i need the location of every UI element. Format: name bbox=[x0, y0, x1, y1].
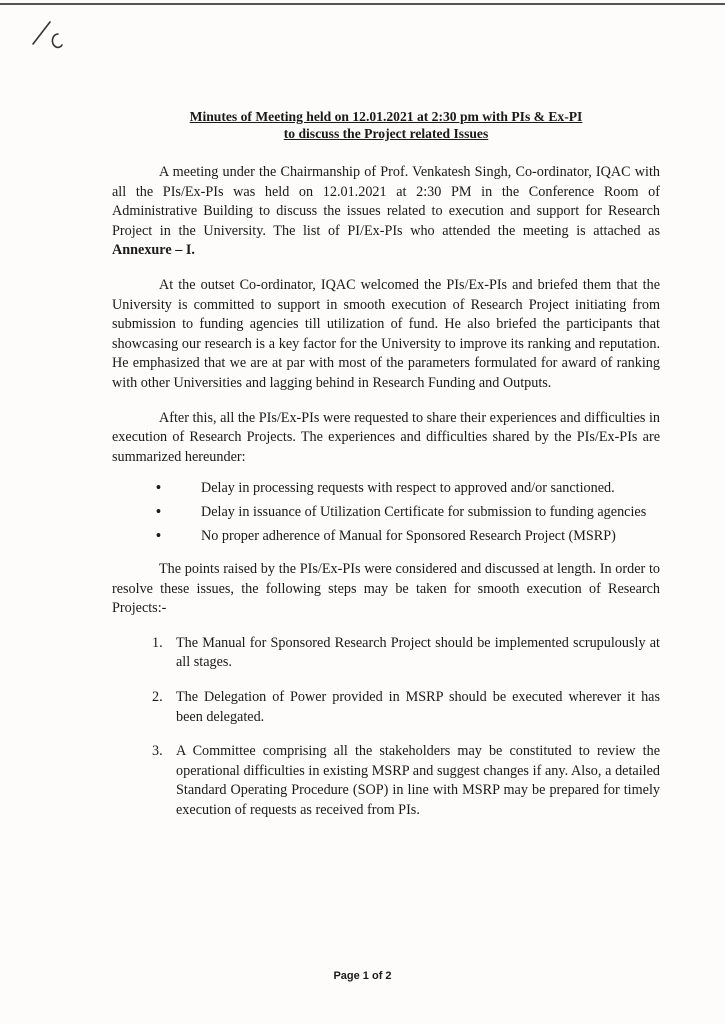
list-item bbox=[112, 634, 660, 673]
paragraph-1 bbox=[112, 163, 660, 261]
step-text: The Manual for Sponsored Research Project should be implemented scrupulously at all stages. bbox=[176, 634, 660, 671]
top-border-line bbox=[0, 3, 725, 5]
bullet-mark: • bbox=[156, 503, 161, 520]
paragraph-4: The points raised by the PIs/Ex-PIs were considered and discussed at length. In order to resolve these issues, the following steps may be taken for smooth execution of Research Projects:- bbox=[112, 561, 660, 617]
step-text: The Delegation of Power provided in MSRP should be executed wherever it has been delegated. bbox=[176, 689, 660, 725]
bullet-mark: • bbox=[156, 527, 161, 544]
step-text: A Committee comprising all the stakeholders may be constituted to review the operational difficulties in existing MSRP and suggest changes if any. Also, a detailed Standard Operating Procedure (SOP) in line with MSRP may be prepared for timely execution of requests as received from PIs. bbox=[176, 743, 660, 819]
list-item bbox=[112, 479, 660, 499]
paragraph-2: At the outset Co-ordinator, IQAC welcomed the PIs/Ex-PIs and briefed them that the University is committed to support in smooth execution of Research Project initiating from submission to funding agencies till utilization of fund. He also briefed the participants that showcasing our research is a key factor for the University to improve its ranking and reputation. He emphasized that we are at par with most of the parameters formulated for award of ranking with other Universities and lagging behind in Research Funding and Outputs. bbox=[112, 276, 660, 391]
step-number: 1. bbox=[152, 634, 163, 651]
handwritten-mark-icon bbox=[28, 14, 68, 54]
paragraph-3: After this, all the PIs/Ex-PIs were requested to share their experiences and difficulties in execution of Research Projects. The experiences and difficulties shared by the PIs/Ex-PIs are summarized hereunder: bbox=[112, 409, 660, 465]
document-body bbox=[112, 108, 660, 836]
page-number-text: Page 1 of 2 bbox=[333, 970, 392, 982]
step-number: 3. bbox=[152, 743, 163, 760]
difficulties-list bbox=[112, 479, 660, 546]
list-item bbox=[112, 527, 660, 547]
annexure-reference: Annexure – I. bbox=[112, 242, 195, 259]
step-number: 2. bbox=[152, 689, 163, 706]
list-item-text: Delay in processing requests with respect to approved and/or sanctioned. bbox=[201, 480, 615, 497]
list-item bbox=[112, 503, 660, 523]
title-line-2: to discuss the Project related Issues bbox=[283, 126, 489, 141]
paragraph-1-text: A meeting under the Chairmanship of Prof. Venkatesh Singh, Co-ordinator, IQAC with all the PIs/Ex-PIs was held on 12.01.2021 at 2:30 PM in the Conference Room of Administrative Building to discuss the issues related to execution and support for Research Project in the University. The list of PI/Ex-PIs who attended the meeting is attached as bbox=[112, 164, 660, 239]
title-line-1: Minutes of Meeting held on 12.01.2021 at 2:30 pm with PIs & Ex-PI bbox=[189, 109, 583, 124]
list-item-text: Delay in issuance of Utilization Certificate for submission to funding agencies bbox=[201, 503, 647, 520]
list-item bbox=[112, 688, 660, 727]
list-item-text: No proper adherence of Manual for Sponsored Research Project (MSRP) bbox=[201, 527, 616, 544]
list-item bbox=[112, 742, 660, 820]
bullet-mark: • bbox=[156, 480, 161, 497]
page-number bbox=[0, 970, 725, 982]
document-title bbox=[112, 108, 660, 142]
steps-list bbox=[112, 634, 660, 821]
